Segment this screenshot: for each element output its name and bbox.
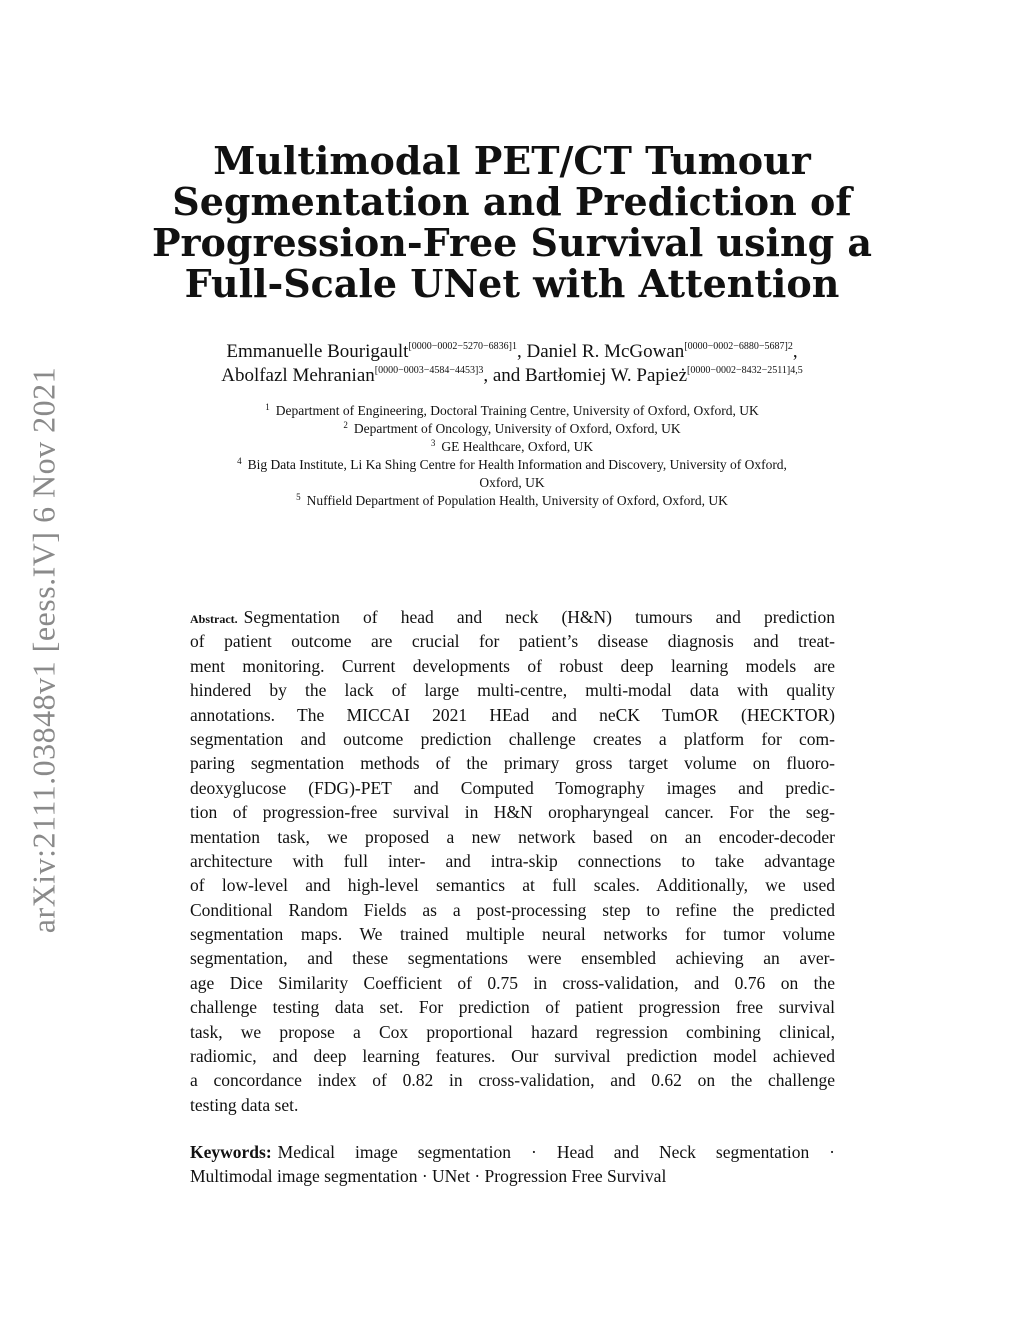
author-name: Abolfazl Mehranian bbox=[221, 365, 375, 386]
abstract-line: annotations. The MICCAI 2021 HEad and neCK TumOR (HECKTOR) bbox=[190, 704, 835, 725]
affiliation-text: Big Data Institute, Li Ka Shing Centre for Health Information and Discovery, University of Oxford, bbox=[247, 457, 787, 472]
orcid-id: [0000−0003−4584−4453]3 bbox=[374, 365, 484, 376]
abstract-line: a concordance index of 0.82 in cross-validation, and 0.62 on the challenge bbox=[190, 1070, 835, 1091]
affiliation-number: 2 bbox=[343, 420, 348, 430]
author-line bbox=[110, 340, 914, 364]
abstract-line: segmentation and outcome prediction challenge creates a platform for com- bbox=[190, 728, 835, 749]
abstract-line: segmentation maps. We trained multiple neural networks for tumor volume bbox=[190, 924, 835, 945]
title-line: Progression-Free Survival using a bbox=[151, 220, 873, 265]
keywords-line: Multimodal image segmentation · UNet · Progression Free Survival bbox=[190, 1166, 667, 1187]
affiliation bbox=[150, 456, 874, 474]
abstract-line: paring segmentation methods of the primary gross target volume on fluoro- bbox=[190, 753, 835, 774]
abstract-line: tion of progression-free survival in H&N oropharyngeal cancer. For the seg- bbox=[190, 802, 835, 823]
affiliation bbox=[150, 492, 874, 510]
affiliation-number: 4 bbox=[237, 456, 242, 466]
author-line bbox=[110, 364, 914, 388]
orcid-id: [0000−0002−8432−2511]4,5 bbox=[687, 365, 803, 376]
abstract-line: testing data set. bbox=[190, 1094, 299, 1115]
abstract-line: architecture with full inter- and intra-skip connections to take advantage bbox=[190, 850, 835, 871]
abstract-line: deoxyglucose (FDG)-PET and Computed Tomography images and predic- bbox=[190, 777, 835, 798]
abstract-line: segmentation, and these segmentations were ensembled achieving an aver- bbox=[190, 948, 835, 969]
affiliation-text: Oxford, UK bbox=[479, 475, 545, 490]
affiliation-text: Nuffield Department of Population Health, University of Oxford, Oxford, UK bbox=[306, 493, 728, 508]
abstract-heading: Abstract. bbox=[190, 612, 238, 626]
affiliation-text: Department of Engineering, Doctoral Training Centre, University of Oxford, Oxford, UK bbox=[275, 403, 759, 418]
affiliation bbox=[150, 474, 874, 492]
paper-title bbox=[150, 140, 874, 304]
keywords bbox=[190, 1140, 835, 1189]
orcid-id: [0000−0002−5270−6836]1 bbox=[408, 341, 517, 352]
separator: , bbox=[792, 341, 798, 362]
affiliation bbox=[150, 402, 874, 420]
affiliation bbox=[150, 438, 874, 456]
affiliation-number: 1 bbox=[265, 402, 270, 412]
affiliation-text: GE Healthcare, Oxford, UK bbox=[441, 439, 594, 454]
affiliation-text: Department of Oncology, University of Oxford, Oxford, UK bbox=[353, 421, 681, 436]
keywords-text: Medical image segmentation · Head and Neck segmentation · bbox=[277, 1142, 835, 1162]
abstract-line: mentation task, we proposed a new network based on an encoder-decoder bbox=[190, 826, 835, 847]
author-name: , Daniel R. McGowan bbox=[517, 341, 685, 362]
affiliation-number: 3 bbox=[430, 438, 436, 448]
affiliation-list bbox=[150, 402, 874, 510]
affiliation-number: 5 bbox=[296, 492, 301, 502]
abstract-text: Segmentation of head and neck (H&N) tumours and prediction bbox=[243, 607, 835, 627]
arxiv-identifier[interactable]: arXiv:2111.03848v1 [eess.IV] 6 Nov 2021 bbox=[25, 366, 62, 934]
affiliation bbox=[150, 420, 874, 438]
keywords-heading: Keywords: bbox=[190, 1142, 272, 1162]
author-list bbox=[110, 340, 914, 388]
title-line: Full-Scale UNet with Attention bbox=[184, 261, 840, 306]
keywords-line bbox=[190, 1140, 835, 1164]
abstract-line: of patient outcome are crucial for patient’s disease diagnosis and treat- bbox=[190, 631, 835, 652]
abstract-line: hindered by the lack of large multi-centre, multi-modal data with quality bbox=[190, 680, 835, 701]
orcid-id: [0000−0002−6880−5687]2 bbox=[684, 341, 793, 352]
abstract bbox=[190, 605, 835, 1117]
abstract-line: challenge testing data set. For prediction of patient progression free survival bbox=[190, 997, 835, 1018]
author-name: , and Bartłomiej W. Papież bbox=[483, 365, 688, 386]
author-name: Emmanuelle Bourigault bbox=[226, 341, 409, 362]
abstract-line: ment monitoring. Current developments of robust deep learning models are bbox=[190, 655, 835, 676]
abstract-line: radiomic, and deep learning features. Our survival prediction model achieved bbox=[190, 1046, 835, 1067]
title-line: Multimodal PET/CT Tumour bbox=[213, 138, 811, 183]
abstract-line bbox=[190, 605, 835, 629]
title-line: Segmentation and Prediction of bbox=[172, 179, 852, 224]
abstract-line: of low-level and high-level semantics at full scales. Additionally, we used bbox=[190, 875, 835, 896]
abstract-line: task, we propose a Cox proportional hazard regression combining clinical, bbox=[190, 1021, 835, 1042]
abstract-line: Conditional Random Fields as a post-processing step to refine the predicted bbox=[190, 899, 835, 920]
abstract-line: age Dice Similarity Coefficient of 0.75 in cross-validation, and 0.76 on the bbox=[190, 972, 835, 993]
